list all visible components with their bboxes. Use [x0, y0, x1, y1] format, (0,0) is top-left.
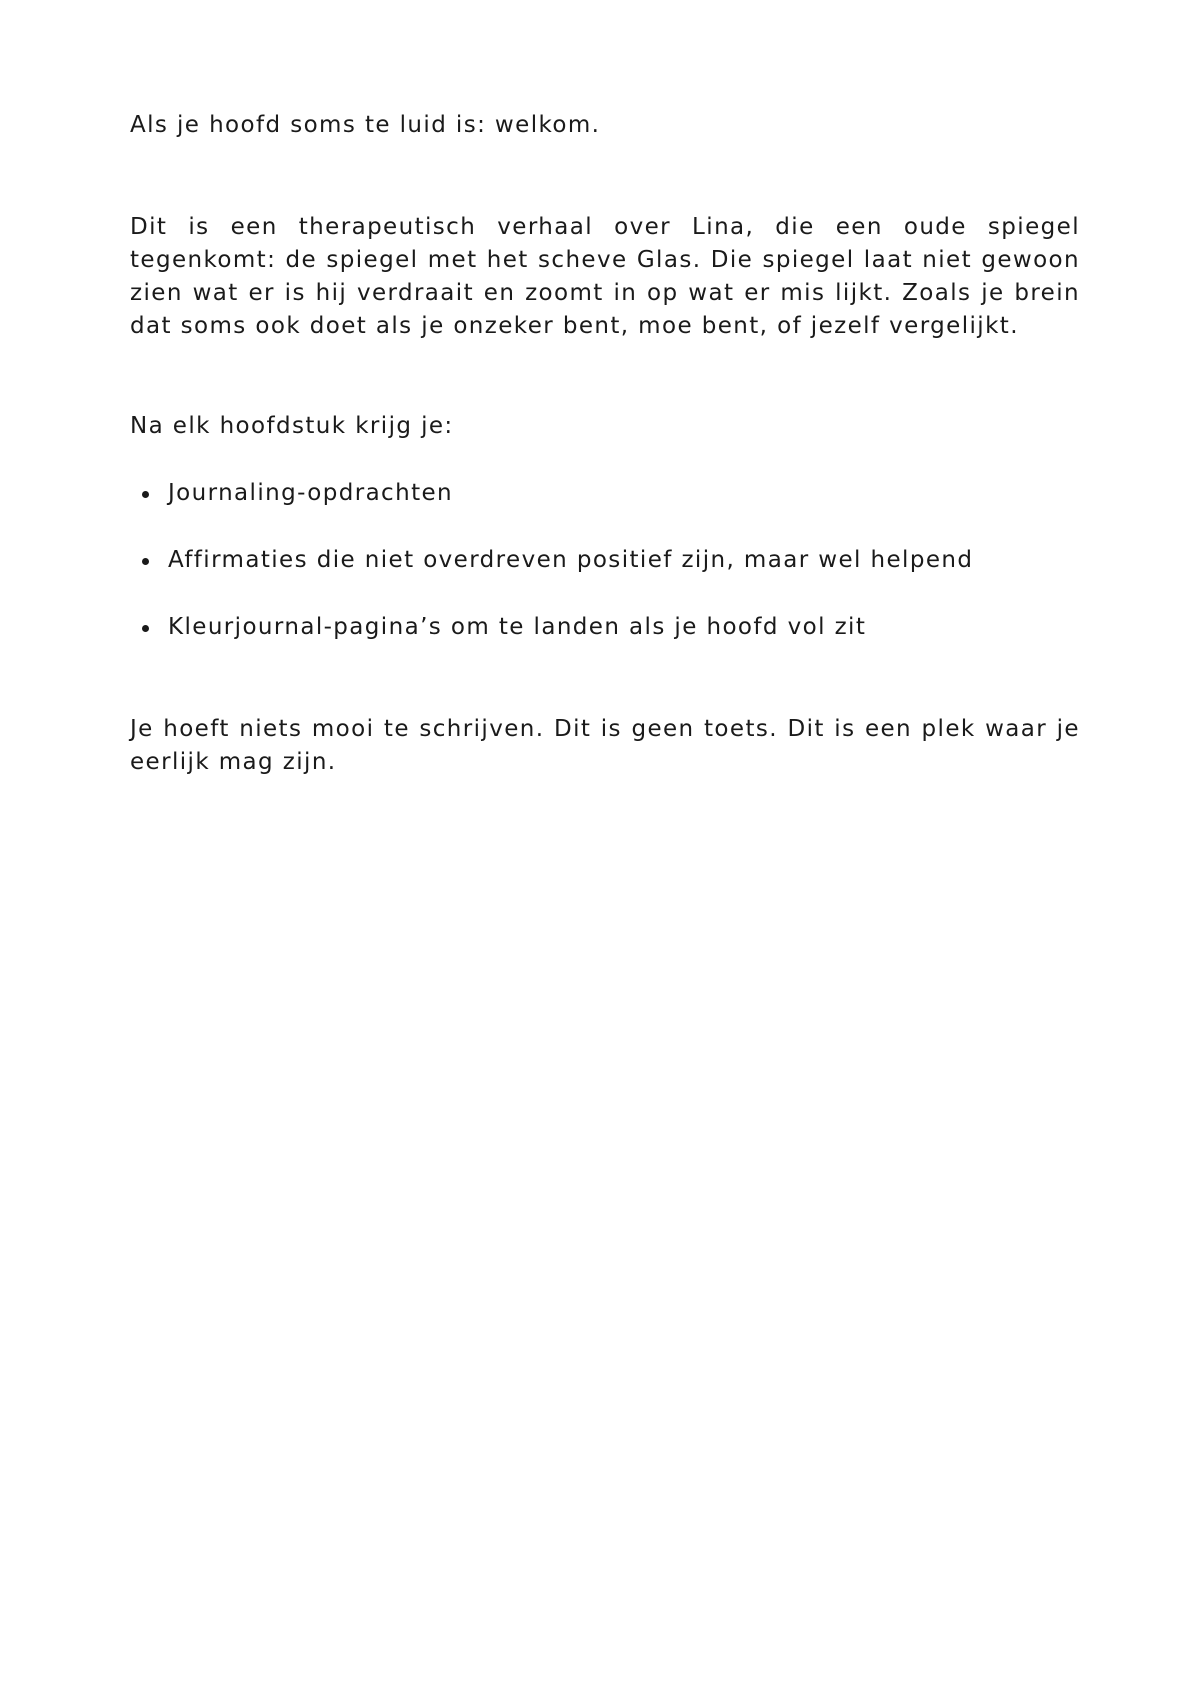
intro-line: Als je hoofd soms te luid is: welkom. — [130, 112, 601, 138]
list-item — [130, 544, 1080, 577]
closing-paragraph: Je hoeft niets mooi te schrijven. Dit is geen toets. Dit is een plek waar je eerlijk mag zijn. — [130, 716, 1080, 775]
benefits-list — [130, 477, 1080, 678]
bullet-icon — [142, 491, 149, 498]
list-item-text: Journaling-opdrachten — [168, 480, 454, 506]
list-item-text: Affirmaties die niet overdreven positief zijn, maar wel helpend — [168, 547, 974, 573]
list-item — [130, 477, 1080, 510]
bullet-icon — [142, 625, 149, 632]
bullet-icon — [142, 558, 149, 565]
story-paragraph: Dit is een therapeutisch verhaal over Lina, die een oude spiegel tegenkomt: de spiegel met het scheve Glas. Die spiegel laat niet gewoon zien wat er is hij verdraait en zoomt in op wat er mis lijkt. Zoals je brein dat soms ook doet als je onzeker bent, moe bent, of jezelf vergelijkt. — [130, 214, 1080, 339]
list-intro: Na elk hoofdstuk krijg je: — [130, 413, 454, 439]
list-item — [130, 611, 1080, 644]
list-item-text: Kleurjournal-pagina’s om te landen als je hoofd vol zit — [168, 614, 867, 640]
